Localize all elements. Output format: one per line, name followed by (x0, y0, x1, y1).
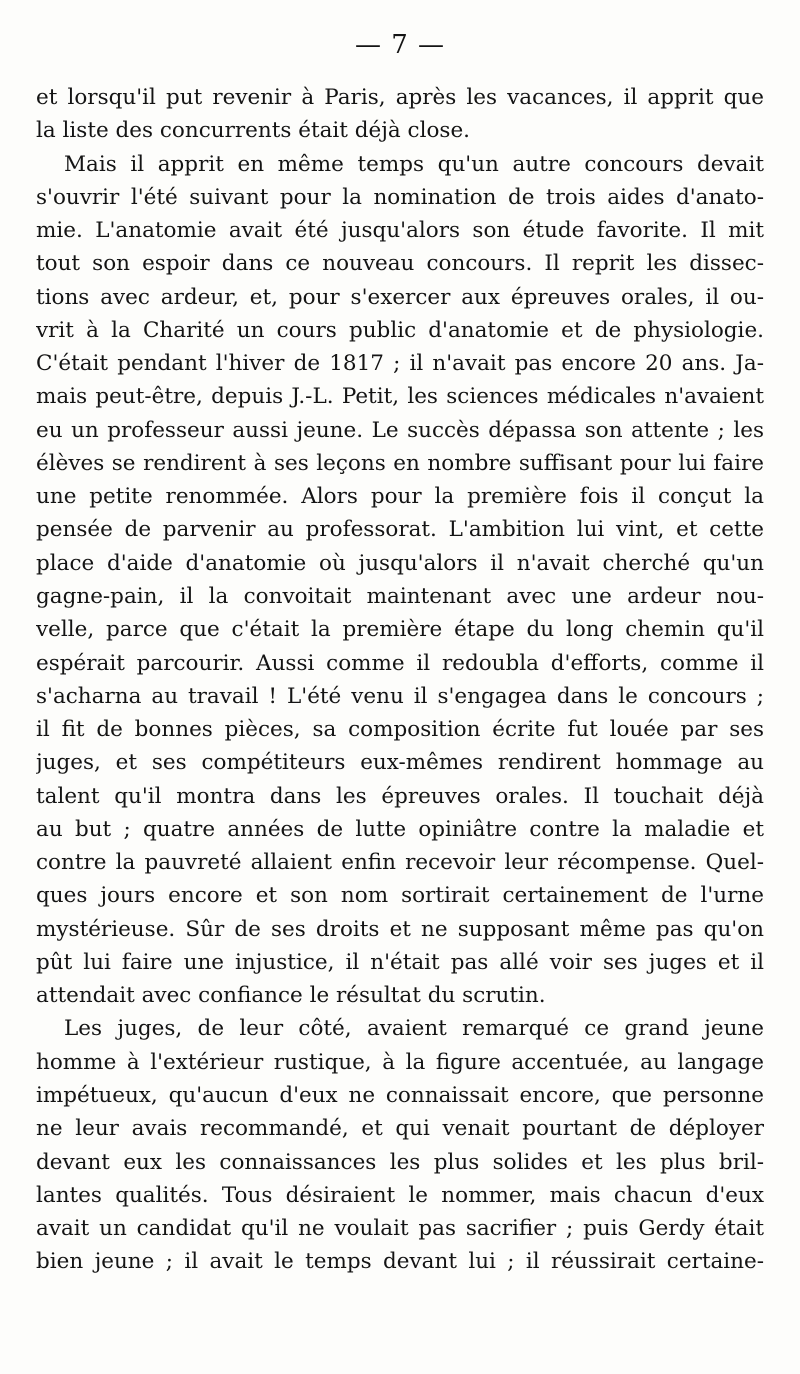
text-line: pensée de parvenir au professorat. L'ambition lui vint, et cette (36, 517, 764, 543)
text-line: élèves se rendirent à ses leçons en nombre suffisant pour lui faire (36, 450, 764, 476)
text-line: ques jours encore et son nom sortirait certainement de l'urne (36, 883, 764, 909)
text-line: et lorsqu'il put revenir à Paris, après les vacances, il apprit que (36, 85, 764, 110)
text-line: s'ouvrir l'été suivant pour la nomination de trois aides d'anato- (36, 184, 764, 210)
text-line: C'était pendant l'hiver de 1817 ; il n'avait pas encore 20 ans. Ja- (36, 351, 764, 377)
paragraph-start-line: Les juges, de leur côté, avaient remarqué ce grand jeune (64, 1016, 764, 1042)
text-line: homme à l'extérieur rustique, à la figure accentuée, au langage (36, 1049, 764, 1075)
text-line: une petite renommée. Alors pour la première fois il conçut la (36, 484, 764, 510)
page-number: — 7 — (354, 30, 446, 60)
text-line: lantes qualités. Tous désiraient le nommer, mais chacun d'eux (36, 1182, 764, 1208)
text-line: au but ; quatre années de lutte opiniâtre contre la maladie et (36, 816, 764, 842)
body-text (36, 81, 764, 1279)
text-line: velle, parce que c'était la première étape du long chemin qu'il (36, 617, 764, 643)
text-line: il fit de bonnes pièces, sa composition écrite fut louée par ses (36, 717, 764, 743)
text-line: la liste des concurrents était déjà close. (36, 118, 471, 144)
text-line: devant eux les connaissances les plus solides et les plus bril- (36, 1149, 764, 1175)
text-line: pût lui faire une injustice, il n'était pas allé voir ses juges et il (36, 949, 764, 975)
text-line: avait un candidat qu'il ne voulait pas sacrifier ; puis Gerdy était (36, 1216, 764, 1242)
paragraph-start-line: Mais il apprit en même temps qu'un autre concours devait (64, 151, 764, 177)
text-line: eu un professeur aussi jeune. Le succès dépassa son attente ; les (36, 417, 764, 443)
text-line: tions avec ardeur, et, pour s'exercer aux épreuves orales, il ou- (36, 284, 764, 310)
text-line: mie. L'anatomie avait été jusqu'alors son étude favorite. Il mit (36, 218, 764, 244)
text-line: contre la pauvreté allaient enfin recevoir leur récompense. Quel- (36, 850, 764, 876)
text-line: mais peut-être, depuis J.-L. Petit, les sciences médicales n'avaient (36, 384, 764, 410)
text-line: vrit à la Charité un cours public d'anatomie et de physiologie. (36, 317, 764, 343)
text-line: impétueux, qu'aucun d'eux ne connaissait encore, que personne (36, 1082, 764, 1108)
text-line: ne leur avais recommandé, et qui venait pourtant de déployer (36, 1116, 764, 1142)
text-line: espérait parcourir. Aussi comme il redoubla d'efforts, comme il (36, 650, 764, 676)
text-line: mystérieuse. Sûr de ses droits et ne supposant même pas qu'on (36, 916, 764, 942)
text-line: bien jeune ; il avait le temps devant lui ; il réussirait certaine- (36, 1249, 764, 1275)
text-line: s'acharna au travail ! L'été venu il s'engagea dans le concours ; (36, 683, 764, 709)
text-line: talent qu'il montra dans les épreuves orales. Il touchait déjà (36, 783, 764, 809)
text-line: tout son espoir dans ce nouveau concours. Il reprit les dissec- (36, 251, 764, 277)
text-line: attendait avec confiance le résultat du scrutin. (36, 983, 546, 1009)
text-line: place d'aide d'anatomie où jusqu'alors il n'avait cherché qu'un (36, 550, 764, 576)
text-line: juges, et ses compétiteurs eux-mêmes rendirent hommage au (36, 750, 764, 776)
text-line: gagne-pain, il la convoitait maintenant avec une ardeur nou- (36, 583, 764, 609)
